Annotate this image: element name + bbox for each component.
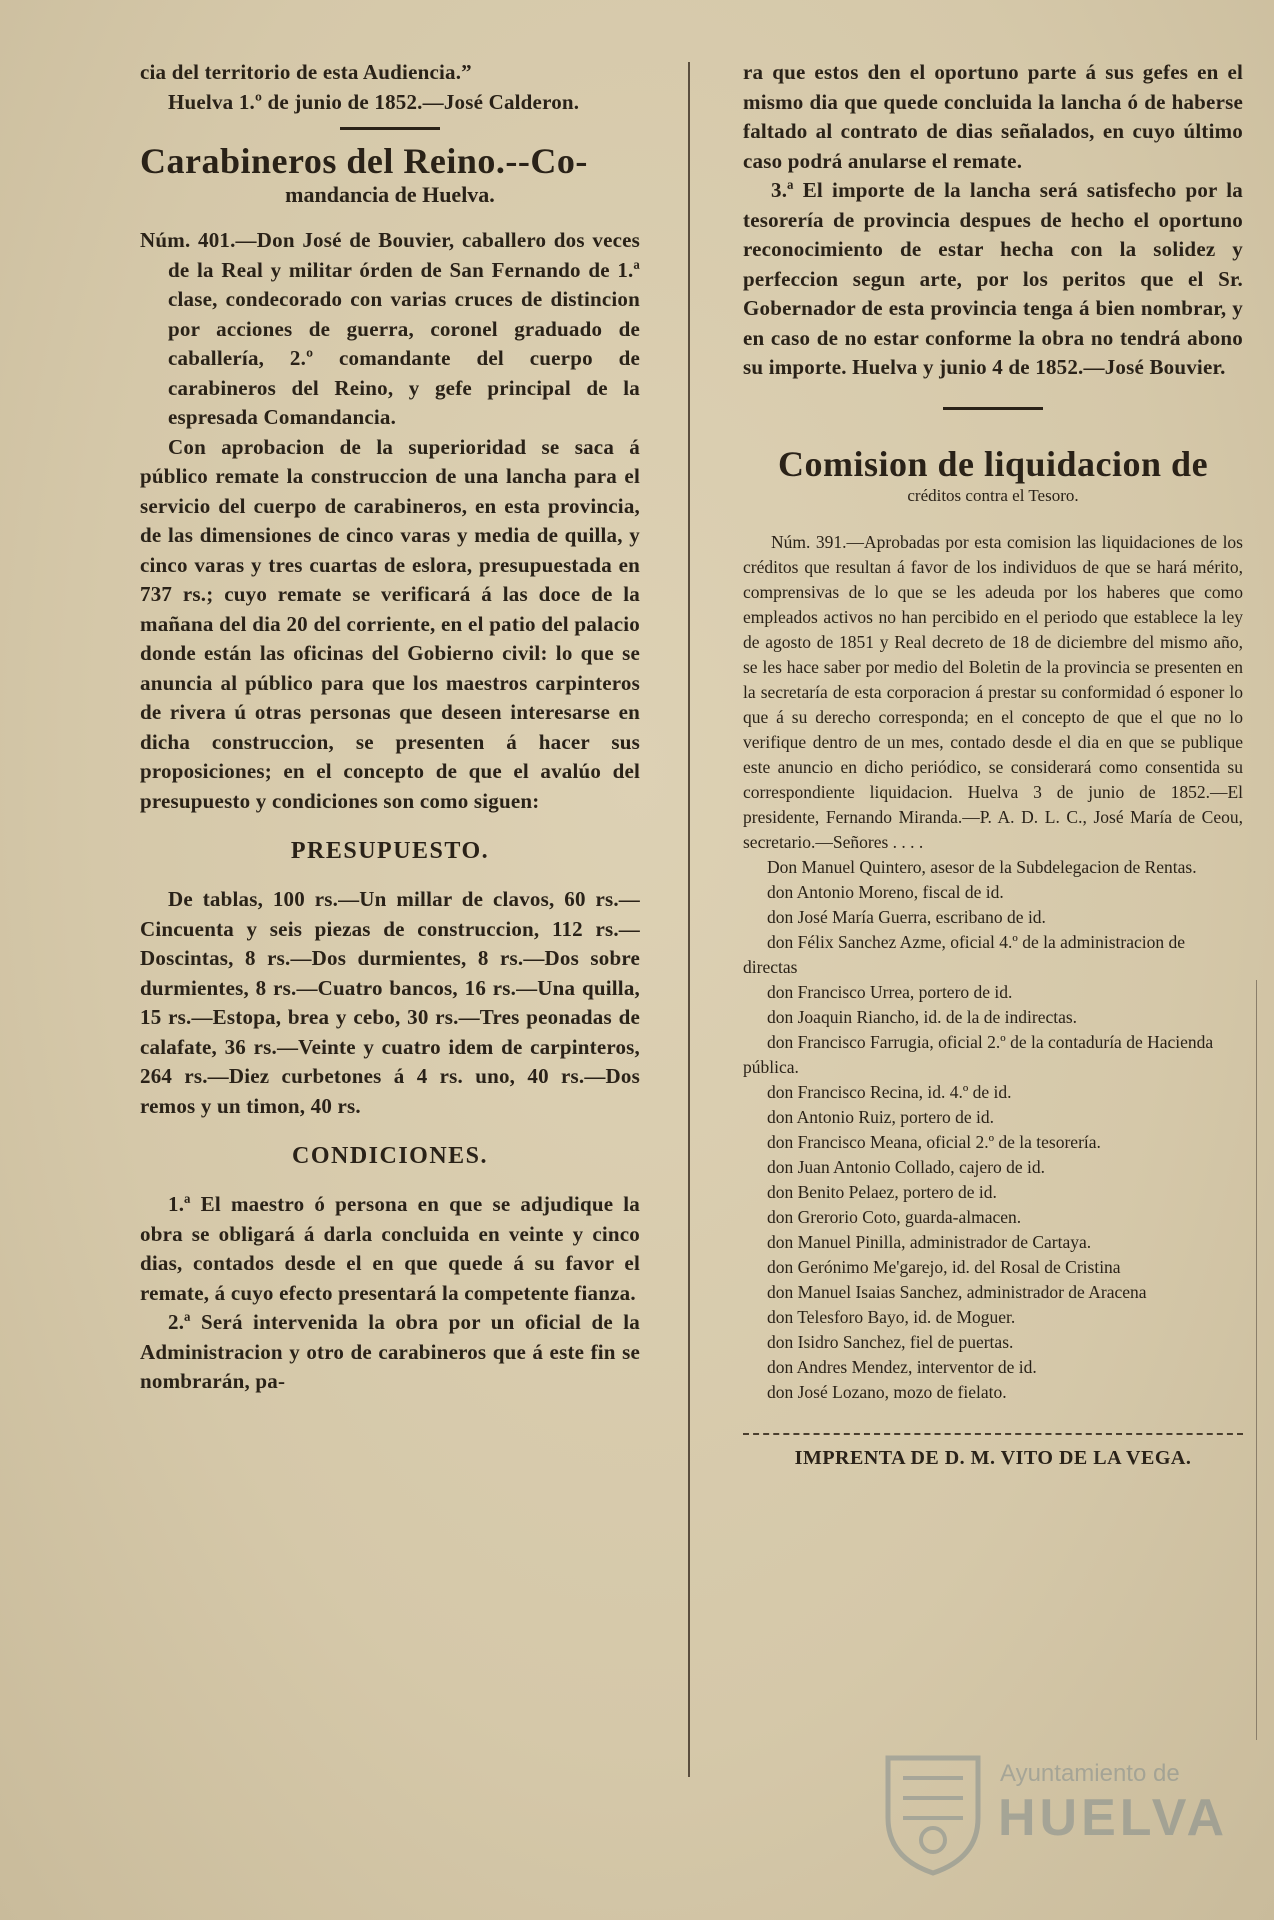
condicion-2: 2.ª Será intervenida la obra por un oficial de la Administracion y otro de carabineros que á este fin se nombrarán, pa- [140, 1310, 640, 1393]
separator-rule [340, 127, 440, 130]
comision-subtitle: créditos contra el Tesoro. [907, 485, 1079, 505]
list-item: don Francisco Farrugia, oficial 2.º de la contaduría de Hacienda pública. [743, 1031, 1214, 1077]
list-item: Don Manuel Quintero, asesor de la Subdelegacion de Rentas. [767, 856, 1197, 877]
list-item: don Andres Mendez, interventor de id. [767, 1356, 1037, 1377]
list-item: don Francisco Meana, oficial 2.º de la tesorería. [767, 1131, 1101, 1152]
list-item: don Juan Antonio Collado, cajero de id. [767, 1156, 1046, 1177]
condicion-1: 1.ª El maestro ó persona en que se adjudique la obra se obligará á darla concluida en veinte y cinco dias, contados desde el en que quede á su favor el remate, á cuyo efecto presentará la competente fianza. [140, 1192, 640, 1305]
imprint-line: IMPRENTA DE D. M. VITO DE LA VEGA. [794, 1446, 1192, 1469]
watermark-line-2: HUELVA [998, 1789, 1229, 1847]
separator-rule-2 [943, 407, 1043, 410]
list-item: don Manuel Isaias Sanchez, administrador de Aracena [767, 1281, 1147, 1302]
list-item: don Joaquin Riancho, id. de la de indirectas. [767, 1006, 1078, 1027]
list-item: don José María Guerra, escribano de id. [767, 906, 1046, 927]
watermark-line-1: Ayuntamiento de [1000, 1760, 1180, 1787]
column-divider [688, 62, 690, 1777]
dashed-rule [743, 1433, 1243, 1435]
list-item: don Gerónimo Me'garejo, id. del Rosal de Cristina [767, 1256, 1121, 1277]
list-item: don Félix Sanchez Azme, oficial 4.º de la administracion de directas [743, 931, 1186, 977]
presupuesto-text: De tablas, 100 rs.—Un millar de clavos, 60 rs.—Cincuenta y seis piezas de construccion, 112 rs.—Doscintas, 8 rs.—Dos durmientes, 8 rs.—Dos sobre durmientes, 8 rs.—Cuatro bancos, 16 rs.—Una quilla, 15 rs.—Estopa, brea y cebo, 30 rs.—Tres peonadas de calafate, 36 rs.—Veinte y cuatro idem de carpinteros, 264 rs.—Diez curbetones á 4 rs. uno, 40 rs.—Dos remos y un timon, 40 rs. [140, 887, 640, 1118]
intro-line-2: Huelva 1.º de junio de 1852.—José Calderon. [168, 89, 580, 114]
list-item: don Isidro Sanchez, fiel de puertas. [767, 1331, 1014, 1352]
list-item: don Telesforo Bayo, id. de Moguer. [767, 1306, 1016, 1327]
list-item: don Francisco Recina, id. 4.º de id. [767, 1081, 1012, 1102]
list-item: don Manuel Pinilla, administrador de Cartaya. [767, 1231, 1092, 1252]
crest-icon [878, 1748, 988, 1878]
comision-title: Comision de liquidacion de [777, 443, 1209, 484]
condiciones-heading: CONDICIONES. [291, 1143, 489, 1169]
list-item: don Antonio Moreno, fiscal de id. [767, 881, 1004, 902]
carabineros-subtitle: mandancia de Huelva. [285, 182, 495, 207]
intro-line-1: cia del territorio de esta Audiencia.” [140, 60, 472, 84]
right-column [743, 58, 1243, 1470]
condicion-3: 3.ª El importe de la lancha será satisfecho por la tesorería de provincia despues de hecho el oportuno reconocimiento de estar hecha con la solidez y perfeccion segun arte, por los peritos que el Sr. Gobernador de esta provincia tenga á bien nombrar, y en caso de no estar conforme la obra no tendrá abono su importe. Huelva y junio 4 de 1852.—José Bouvier. [743, 178, 1243, 379]
remate-paragraph: Con aprobacion de la superioridad se saca á público remate la construccion de una lancha para el servicio del cuerpo de carabineros, en esta provincia, de las dimensiones de cinco varas y media de quilla, y cinco varas y tres cuartas de eslora, presupuestada en 737 rs.; cuyo remate se verificará á las doce de la mañana del dia 20 del corriente, en el patio del palacio donde están las oficinas del Gobierno civil: lo que se anuncia al público para que los maestros carpinteros de rivera ú otras personas que deseen interesarse en dicha construccion, se presenten á hacer sus proposiciones; en el concepto de que el avalúo del presupuesto y condiciones son como siguen: [140, 434, 640, 813]
right-margin-rule [1256, 980, 1257, 1740]
list-item: don Grerorio Coto, guarda-almacen. [767, 1206, 1022, 1227]
creditors-list [743, 855, 1243, 1405]
list-item: don Antonio Ruiz, portero de id. [767, 1106, 994, 1127]
notice-391: Núm. 391.—Aprobadas por esta comision las liquidaciones de los créditos que resultan á favor de los individuos de que se hará mérito, comprensivas de lo que se les adeuda por los haberes que como empleados activos no han percibido en el periodo que establece la ley de agosto de 1851 y Real decreto de 18 de diciembre del mismo año, se les hace saber por medio del Boletin de la provincia se presenten en la secretaría de esta corporacion á prestar su conformidad ó esponer lo que á su derecho corresponda; en el concepto de que el que no lo verifique dentro de un mes, contado desde el dia en que se publique este anuncio en dicho periódico, se considerará como consentida su correspondiente liquidacion. Huelva 3 de junio de 1852.—El presidente, Fernando Miranda.—P. A. D. L. C., José María de Ceou, secretario.—Señores . . . . [743, 531, 1243, 852]
list-item: don Francisco Urrea, portero de id. [767, 981, 1013, 1002]
list-item: don José Lozano, mozo de fielato. [767, 1381, 1007, 1402]
carabineros-title: Carabineros del Reino.--Co- [140, 141, 588, 181]
presupuesto-heading: PRESUPUESTO. [290, 838, 490, 864]
list-item: don Benito Pelaez, portero de id. [767, 1181, 997, 1202]
notice-401: Núm. 401.—Don José de Bouvier, caballero dos veces de la Real y militar órden de San Fernando de 1.ª clase, condecorado con varias cruces de distincion por acciones de guerra, coronel graduado de caballería, 2.º comandante del cuerpo de carabineros del Reino, y gefe principal de la espresada Comandancia. [140, 228, 640, 429]
condicion-2-continuation: ra que estos den el oportuno parte á sus gefes en el mismo dia que quede concluida la lancha ó de haberse faltado al contrato de dias señalados, en cuyo último caso podrá anularse el remate. [743, 60, 1243, 173]
watermark [870, 1740, 1230, 1890]
left-column [140, 58, 640, 1397]
